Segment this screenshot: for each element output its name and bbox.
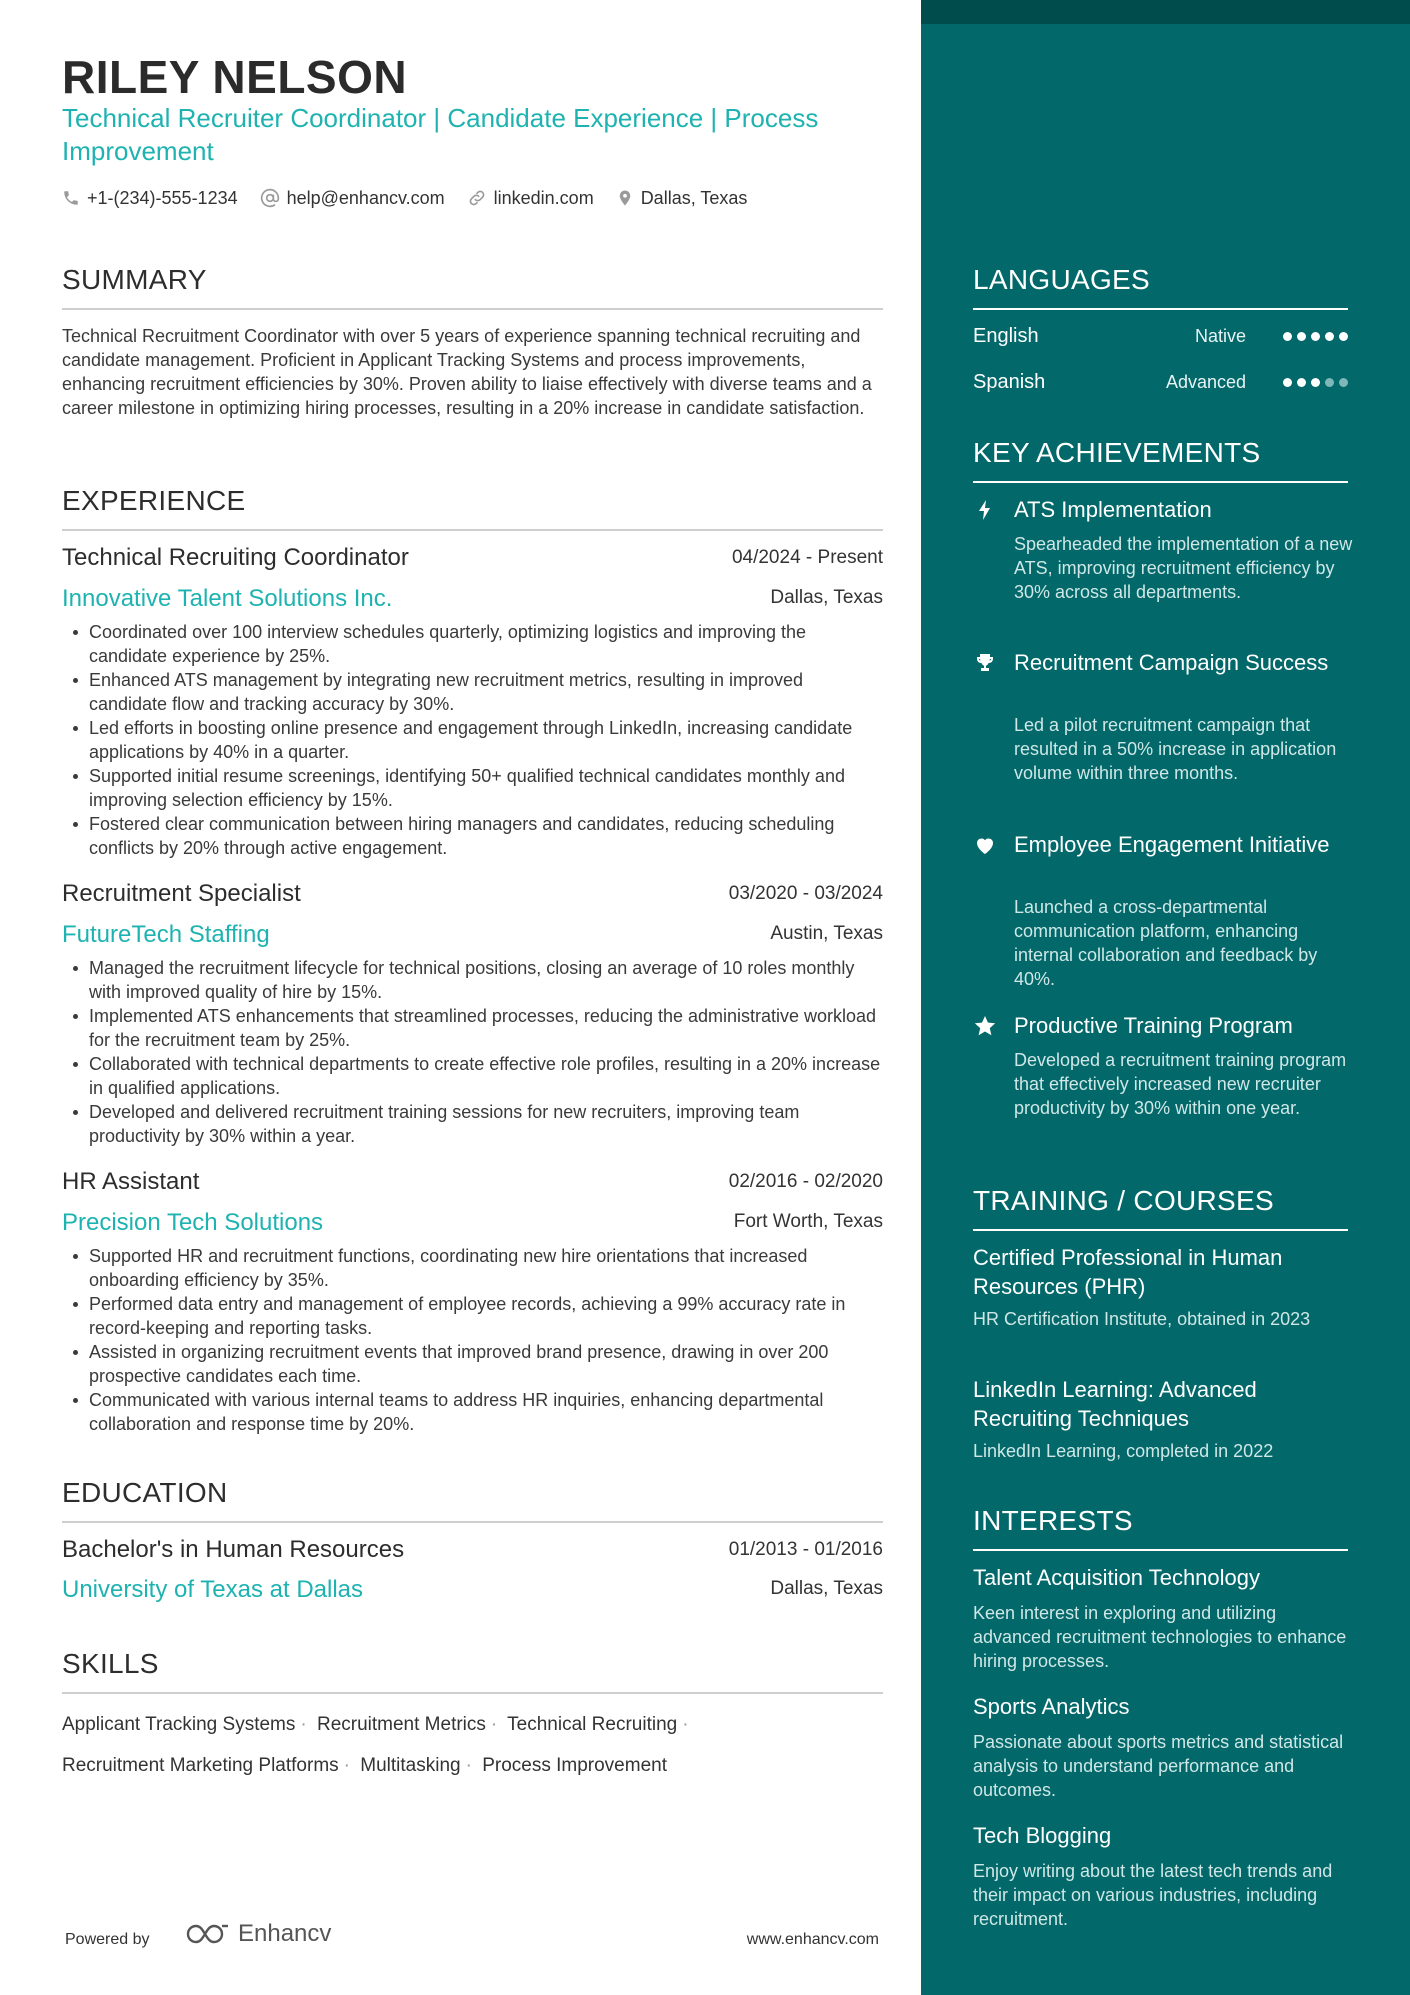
job-dates: 03/2020 - 03/2024	[728, 883, 883, 904]
phone-text: +1-(234)-555-1234	[87, 187, 238, 208]
list-item: Collaborated with technical departments to create effective role profiles, resulting in a 20% increase in qualified applications.	[62, 1052, 883, 1100]
skills-list: Applicant Tracking Systems · Recruitment Metrics · Technical Recruiting · Recruitment Marketing Platforms · Multitasking · Process Improvement	[62, 1714, 689, 1776]
list-item: Performed data entry and management of employee records, achieving a 99% accuracy rate in record-keeping and reporting tasks.	[62, 1292, 883, 1340]
list-item: Enhanced ATS management by integrating new recruitment metrics, resulting in improved candidate flow and tracking accuracy by 30%.	[62, 668, 883, 716]
skill-item: Technical Recruiting	[507, 1714, 678, 1735]
list-item: Led efforts in boosting online presence and engagement through LinkedIn, increasing candidate applications by 40% in a quarter.	[62, 716, 883, 764]
language-name: English	[973, 324, 1039, 347]
location-pin-icon	[616, 188, 634, 208]
job-location: Dallas, Texas	[770, 587, 883, 608]
language-level: Native	[1194, 325, 1246, 346]
footer-brand-logo[interactable]	[184, 1920, 331, 1948]
link-icon	[467, 188, 487, 208]
list-item: Implemented ATS enhancements that streamlined processes, reducing the administrative workload for the recruitment team by 25%.	[62, 1004, 883, 1052]
education-dates: 01/2013 - 01/2016	[728, 1539, 883, 1560]
sidebar	[921, 0, 1410, 1995]
training-desc: HR Certification Institute, obtained in 2023	[973, 1309, 1311, 1329]
job-bullets	[62, 1244, 883, 1436]
job-company: FutureTech Staffing	[62, 921, 270, 948]
footer-brand-text: Enhancv	[238, 1920, 332, 1947]
contact-phone[interactable]	[62, 188, 238, 209]
language-dots	[1278, 332, 1348, 341]
list-item: Communicated with various internal teams to address HR inquiries, enhancing departmental collaboration and response time by 20%.	[62, 1388, 883, 1436]
job-company: Innovative Talent Solutions Inc.	[62, 585, 393, 612]
star-icon	[973, 1014, 997, 1038]
job-location: Austin, Texas	[770, 923, 883, 944]
dot-filled	[1297, 332, 1306, 341]
footer-powered-by: Powered by	[65, 1931, 150, 1948]
education-heading: EDUCATION	[62, 1477, 883, 1523]
interest-title: Tech Blogging	[973, 1823, 1112, 1848]
dot-empty	[1325, 378, 1334, 387]
achievement-title: Productive Training Program	[1014, 1013, 1293, 1038]
achievements-heading: KEY ACHIEVEMENTS	[973, 437, 1348, 483]
contact-email[interactable]	[260, 188, 445, 209]
list-item: Supported initial resume screenings, identifying 50+ qualified technical candidates monthly and improving selection efficiency by 15%.	[62, 764, 883, 812]
list-item: Supported HR and recruitment functions, coordinating new hire orientations that increased onboarding efficiency by 35%.	[62, 1244, 883, 1292]
footer-url[interactable]: www.enhancv.com	[746, 1931, 879, 1948]
language-level: Advanced	[1165, 371, 1246, 392]
job-title: Recruitment Specialist	[62, 880, 301, 907]
achievement-desc: Spearheaded the implementation of a new ATS, improving recruitment efficiency by 30% across all departments.	[1014, 534, 1353, 602]
achievement-desc: Developed a recruitment training program that effectively increased new recruiter productivity by 30% within one year.	[1014, 1050, 1347, 1118]
location-text: Dallas, Texas	[640, 187, 748, 208]
education-school: University of Texas at Dallas	[62, 1576, 364, 1603]
summary-text: Technical Recruitment Coordinator with over 5 years of experience spanning technical recruiting and candidate management. Proficient in Applicant Tracking Systems and process improvements, enhancing recruitment efficiencies by 30%. Proven ability to liaise effectively with diverse teams and a career milestone in optimizing hiring processes, resulting in a 20% increase in candidate satisfaction.	[62, 326, 872, 418]
list-item: Managed the recruitment lifecycle for technical positions, closing an average of 10 roles monthly with improved quality of hire by 15%.	[62, 956, 883, 1004]
bolt-icon	[973, 498, 997, 522]
training-desc: LinkedIn Learning, completed in 2022	[973, 1441, 1274, 1461]
job-dates: 04/2024 - Present	[731, 547, 883, 568]
job-bullets	[62, 956, 883, 1148]
heart-icon	[973, 833, 997, 857]
education-degree: Bachelor's in Human Resources	[62, 1536, 405, 1563]
dot-filled	[1325, 332, 1334, 341]
skill-item: Applicant Tracking Systems	[62, 1714, 296, 1735]
training-title: Certified Professional in Human Resources (PHR)	[973, 1245, 1283, 1299]
dot-filled	[1283, 332, 1292, 341]
interest-desc: Passionate about sports metrics and statistical analysis to understand performance and outcomes.	[973, 1732, 1344, 1800]
language-dots	[1278, 378, 1348, 387]
languages-heading: LANGUAGES	[973, 264, 1348, 310]
skill-item: Process Improvement	[482, 1755, 667, 1776]
candidate-name: RILEY NELSON	[62, 51, 408, 103]
achievement-title: Recruitment Campaign Success	[1014, 650, 1329, 675]
interest-desc: Enjoy writing about the latest tech trends and their impact on various industries, including recruitment.	[973, 1861, 1333, 1929]
list-item: Fostered clear communication between hiring managers and candidates, reducing scheduling conflicts by 20% through active engagement.	[62, 812, 883, 860]
achievement-title: Employee Engagement Initiative	[1014, 832, 1330, 857]
language-row	[973, 368, 1348, 396]
training-heading: TRAINING / COURSES	[973, 1185, 1348, 1231]
interest-title: Talent Acquisition Technology	[973, 1565, 1261, 1590]
enhancv-logo-icon	[184, 1921, 232, 1947]
dot-filled	[1297, 378, 1306, 387]
job-location: Fort Worth, Texas	[733, 1211, 883, 1232]
skill-item: Recruitment Metrics	[316, 1714, 486, 1735]
language-name: Spanish	[973, 370, 1046, 393]
interest-desc: Keen interest in exploring and utilizing advanced recruitment technologies to enhance hiring processes.	[973, 1603, 1347, 1671]
skill-item: Multitasking	[360, 1755, 461, 1776]
list-item: Coordinated over 100 interview schedules quarterly, optimizing logistics and improving the candidate experience by 25%.	[62, 620, 883, 668]
interest-title: Sports Analytics	[973, 1694, 1130, 1719]
at-icon	[260, 188, 280, 208]
skills-heading: SKILLS	[62, 1648, 883, 1694]
phone-icon	[62, 189, 80, 207]
achievement-title: ATS Implementation	[1014, 497, 1212, 522]
job-company: Precision Tech Solutions	[62, 1209, 324, 1236]
list-item: Assisted in organizing recruitment events that improved brand presence, drawing in over 200 prospective candidates each time.	[62, 1340, 883, 1388]
linkedin-text: linkedin.com	[493, 187, 594, 208]
dot-filled	[1283, 378, 1292, 387]
sidebar-top-bar	[921, 0, 1410, 24]
contact-linkedin[interactable]	[467, 188, 594, 209]
dot-filled	[1311, 378, 1320, 387]
list-item: Developed and delivered recruitment training sessions for new recruiters, improving team productivity by 30% within a year.	[62, 1100, 883, 1148]
job-title: HR Assistant	[62, 1168, 200, 1195]
education-location: Dallas, Texas	[770, 1578, 883, 1599]
contact-location	[616, 188, 748, 209]
dot-filled	[1339, 332, 1348, 341]
language-row	[973, 322, 1348, 350]
trophy-icon	[973, 651, 997, 675]
dot-empty	[1339, 378, 1348, 387]
job-dates: 02/2016 - 02/2020	[728, 1171, 883, 1192]
candidate-title: Technical Recruiter Coordinator | Candidate Experience | Process Improvement	[62, 103, 819, 166]
achievement-desc: Launched a cross-departmental communication platform, enhancing internal collaboration and feedback by 40%.	[1014, 897, 1318, 989]
summary-heading: SUMMARY	[62, 264, 883, 310]
skill-item: Recruitment Marketing Platforms	[62, 1755, 339, 1776]
contact-bar	[62, 185, 769, 211]
experience-heading: EXPERIENCE	[62, 485, 883, 531]
achievement-desc: Led a pilot recruitment campaign that resulted in a 50% increase in application volume within three months.	[1014, 715, 1337, 783]
interests-heading: INTERESTS	[973, 1505, 1348, 1551]
job-bullets	[62, 620, 883, 860]
training-title: LinkedIn Learning: Advanced Recruiting Techniques	[973, 1377, 1257, 1431]
email-text: help@enhancv.com	[286, 187, 445, 208]
dot-filled	[1311, 332, 1320, 341]
job-title: Technical Recruiting Coordinator	[62, 544, 409, 571]
